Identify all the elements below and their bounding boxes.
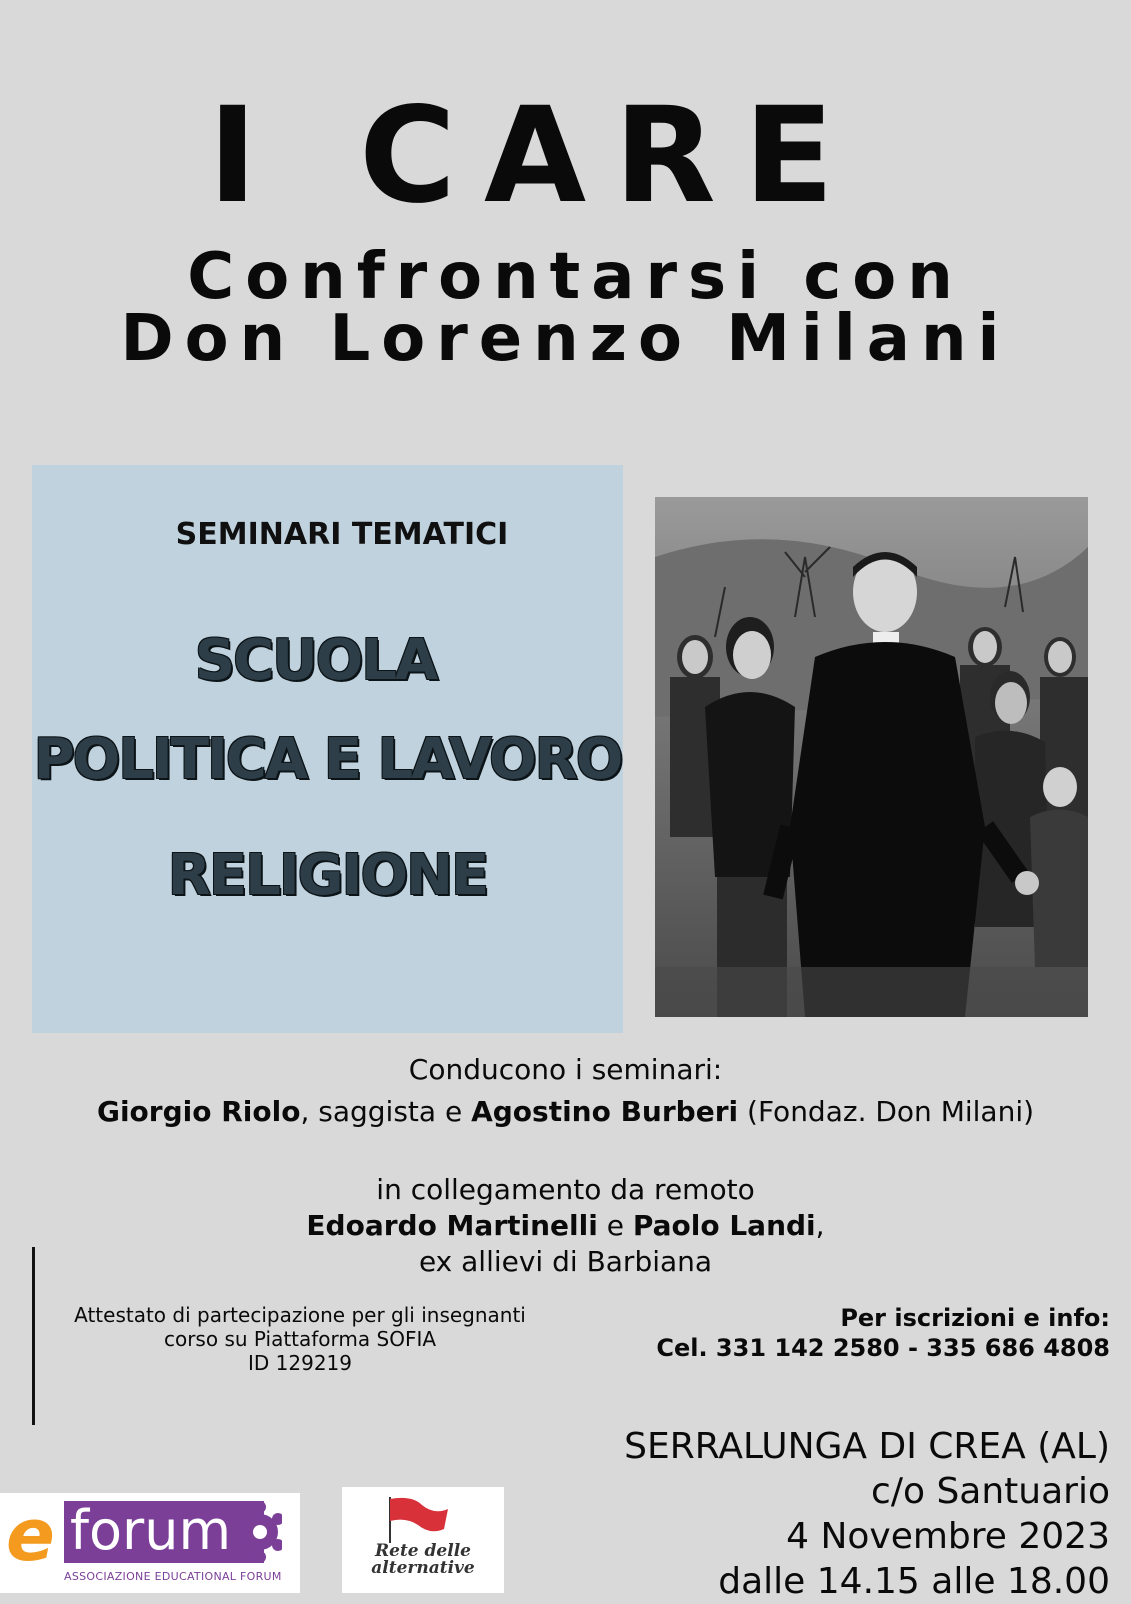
conductor-name-2: Agostino Burberi (471, 1095, 739, 1128)
info-phone: Cel. 331 142 2580 - 335 686 4808 (656, 1334, 1110, 1362)
venue-block (624, 1424, 1110, 1604)
info-line-1: Per iscrizioni e info: (840, 1304, 1110, 1332)
venue-location: c/o Santuario (871, 1471, 1110, 1512)
remote-name-1: Edoardo Martinelli (306, 1209, 598, 1242)
conductors-intro: Conducono i seminari: (408, 1053, 723, 1086)
venue-date: 4 Novembre 2023 (786, 1516, 1110, 1557)
rete-logo-text (342, 1543, 504, 1577)
subtitle-line-2: Don Lorenzo Milani (120, 302, 1011, 376)
venue-place: SERRALUNGA DI CREA (AL) (624, 1426, 1110, 1467)
attestato-line-1: Attestato di partecipazione per gli insegnanti (74, 1303, 526, 1327)
conductors-line (0, 1095, 1131, 1129)
rete-alternative-logo (342, 1487, 504, 1593)
rete-logo-line-2: alternative (371, 1558, 475, 1578)
eforum-logo-e: e (6, 1493, 55, 1577)
main-title: I CARE (208, 79, 862, 233)
eforum-gear-icon (238, 1499, 282, 1565)
conductor-role-1: , saggista e (300, 1095, 472, 1128)
attestato-block (40, 1303, 560, 1375)
conductor-role-2: (Fondaz. Don Milani) (738, 1095, 1035, 1128)
eforum-logo-word: forum (70, 1499, 232, 1562)
red-flag-icon (382, 1495, 452, 1545)
eforum-logo-caption: ASSOCIAZIONE EDUCATIONAL FORUM (64, 1570, 282, 1583)
venue-time: dalle 14.15 alle 18.00 (718, 1561, 1110, 1602)
topic-religione: RELIGIONE (167, 843, 488, 908)
remote-comma: , (815, 1209, 825, 1242)
seminar-heading: SEMINARI TEMATICI (175, 517, 509, 552)
divider-line (32, 1247, 35, 1425)
remote-intro: in collegamento da remoto (376, 1173, 755, 1206)
topic-politica-lavoro: POLITICA E LAVORO (33, 727, 622, 792)
historical-photo (655, 497, 1088, 1017)
subtitle-line-1: Confrontarsi con (187, 240, 964, 314)
conductor-name-1: Giorgio Riolo (96, 1095, 301, 1128)
info-block (656, 1303, 1110, 1363)
topic-scuola: SCUOLA (194, 628, 437, 693)
remote-names (0, 1209, 1131, 1243)
remote-conj: e (597, 1209, 633, 1242)
attestato-line-3: ID 129219 (247, 1351, 352, 1375)
attestato-line-2: corso su Piattaforma SOFIA (163, 1327, 437, 1351)
rete-logo-line-1: Rete delle (375, 1541, 471, 1561)
remote-name-2: Paolo Landi (632, 1209, 816, 1242)
remote-note: ex allievi di Barbiana (418, 1245, 713, 1278)
eforum-logo (0, 1493, 300, 1593)
